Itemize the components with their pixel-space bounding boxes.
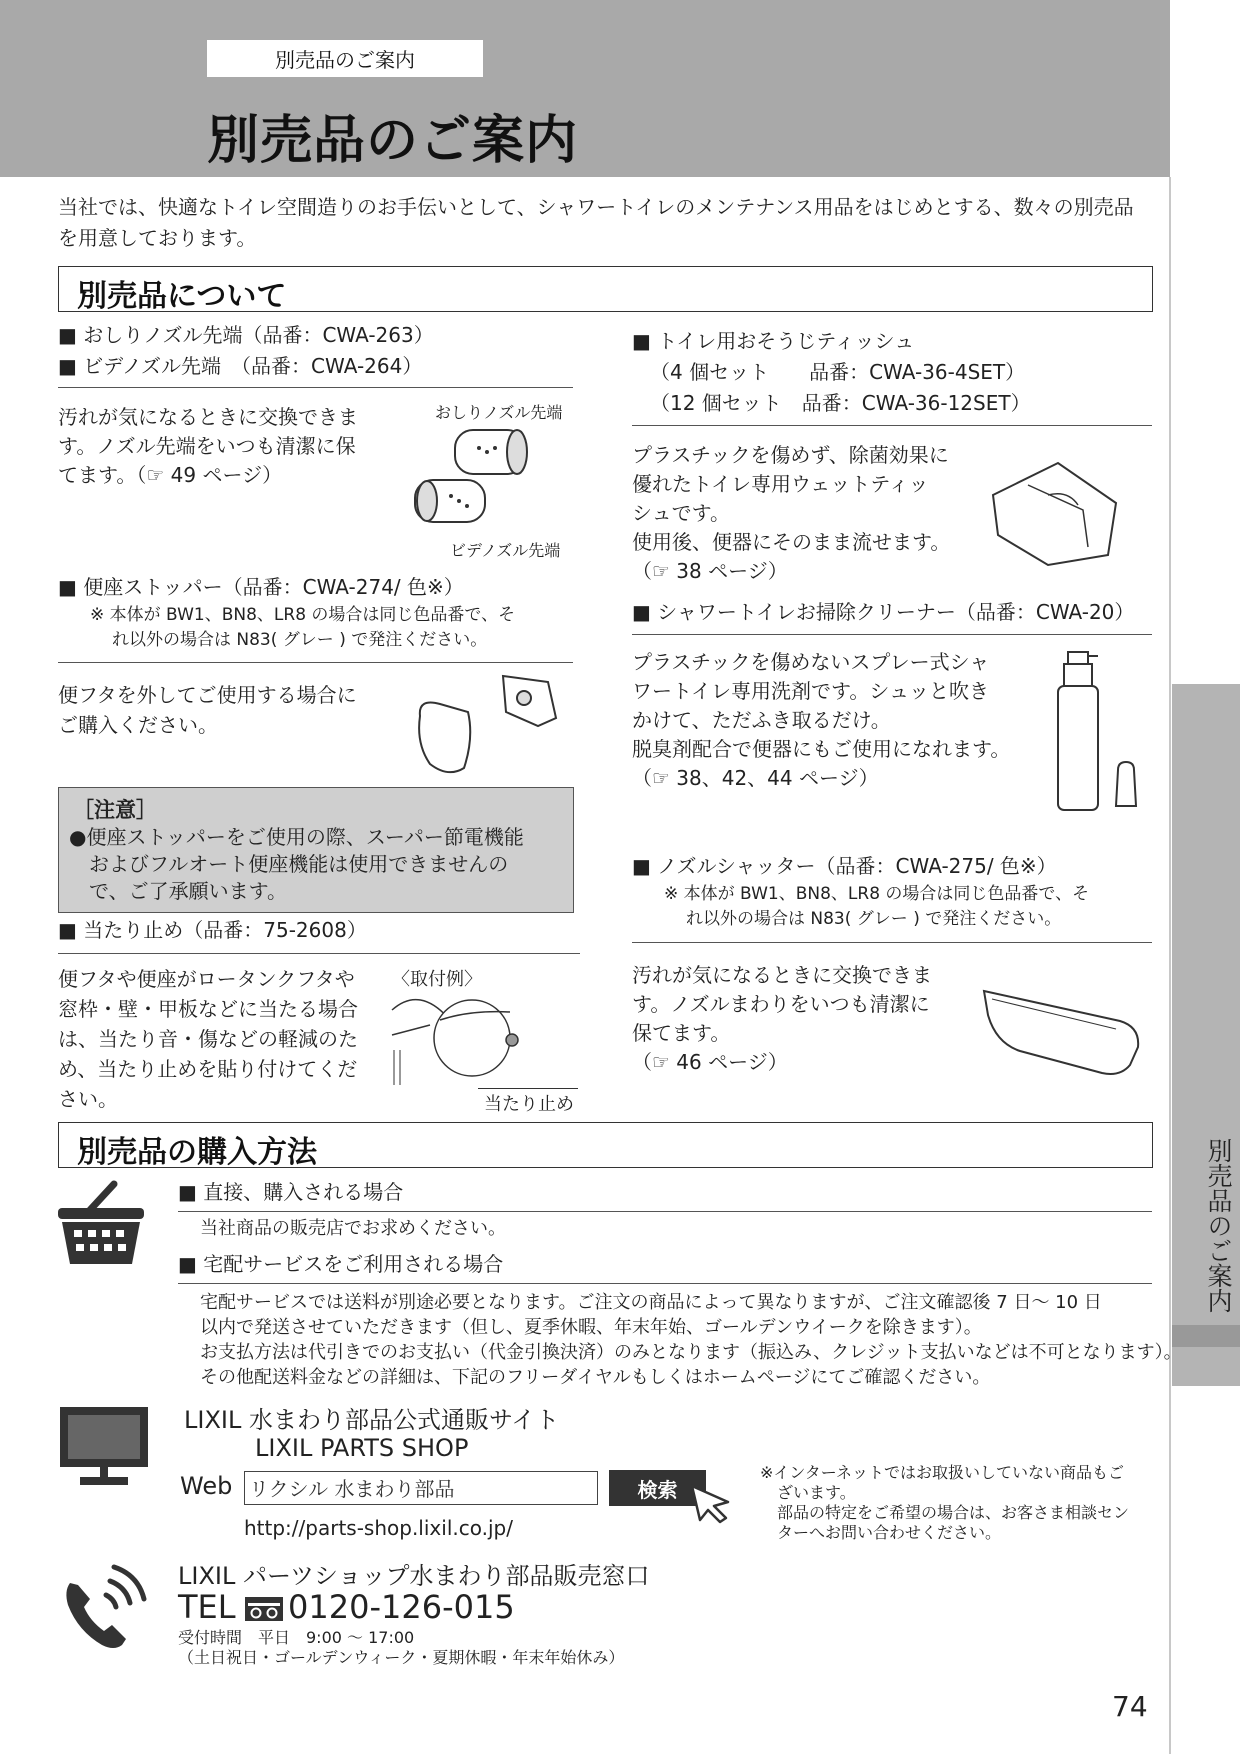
nozzle-tip-illustration — [405, 418, 535, 543]
side-divider — [1169, 177, 1171, 1754]
nozzle-title-2: ■ ビデノズル先端 （品番：CWA-264） — [58, 354, 423, 378]
side-tab-label: 別売品のご案内 — [1204, 1138, 1233, 1313]
bumper-desc: 便フタや便座がロータンクフタや — [58, 967, 355, 991]
divider — [632, 425, 1152, 426]
divider — [632, 942, 1152, 943]
parts-site-title: LIXIL 水まわり部品公式通販サイト — [184, 1406, 560, 1434]
site-url[interactable]: http://parts-shop.lixil.co.jp/ — [244, 1516, 513, 1540]
nozzle-shutter-illustration — [980, 985, 1145, 1080]
service-hours: 受付時間 平日 9:00 ～ 17:00 — [178, 1628, 415, 1647]
delivery-text: お支払方法は代引きでのお支払い（代金引換決済）のみとなります（振込み、クレジット支払いなどは不可となります）。 — [200, 1342, 1182, 1363]
divider — [178, 1211, 1152, 1212]
cleaner-desc: ワートイレ専用洗剤です。シュッと吹き — [632, 679, 989, 703]
tissue-set: （12 個セット 品番：CWA-36-12SET） — [650, 391, 1031, 415]
shopping-basket-icon — [56, 1180, 146, 1265]
divider — [58, 662, 573, 663]
cleaner-desc: プラスチックを傷めないスプレー式シャ — [632, 650, 990, 674]
shutter-note: ※ 本体が BW1、BN8、LR8 の場合は同じ色品番で、そ — [664, 884, 1090, 904]
tissue-pack-illustration — [988, 455, 1123, 570]
shop-window-title: LIXIL パーツショップ水まわり部品販売窓口 — [178, 1562, 650, 1590]
header-tag: 別売品のご案内 — [207, 40, 483, 77]
tissue-desc: シュです。 — [632, 501, 730, 525]
caution-line: ●便座ストッパーをご使用の際、スーパー節電機能 — [69, 825, 524, 849]
cleaner-desc: （☞ 38、42、44 ページ） — [632, 766, 879, 790]
bumper-desc: め、当たり止めを貼り付けてくだ — [58, 1057, 358, 1081]
stopper-desc: ご購入ください。 — [58, 713, 218, 737]
shutter-desc: 汚れが気になるときに交換できま — [632, 963, 932, 987]
tissue-desc: 使用後、便器にそのまま流せます。 — [632, 530, 951, 554]
purchase-delivery-title: ■ 宅配サービスをご利用される場合 — [178, 1252, 504, 1276]
cleaner-desc: かけて、ただふき取るだけ。 — [632, 708, 891, 732]
net-note: ターへお問い合わせください。 — [777, 1523, 1002, 1542]
tissue-desc: （☞ 38 ページ） — [632, 559, 788, 583]
stopper-desc: 便フタを外してご使用する場合に — [58, 683, 357, 707]
shutter-desc: す。ノズルまわりをいつも清潔に — [632, 992, 930, 1016]
freedial-icon — [244, 1596, 284, 1622]
page-number: 74 — [1112, 1690, 1148, 1723]
side-tab-mark — [1172, 1325, 1240, 1347]
section-header-accessories — [58, 266, 1153, 312]
section-title: 別売品について — [77, 279, 287, 314]
stopper-title: ■ 便座ストッパー（品番：CWA-274/ 色※） — [58, 575, 464, 599]
purchase-direct-text: 当社商品の販売店でお求めください。 — [200, 1218, 506, 1239]
search-input[interactable]: リクシル 水まわり部品 — [244, 1471, 598, 1505]
tel-label: TEL — [178, 1588, 236, 1626]
cleaner-title: ■ シャワートイレお掃除クリーナー（品番：CWA-20） — [632, 600, 1135, 624]
shutter-desc: （☞ 46 ページ） — [632, 1050, 788, 1074]
nozzle-title-1: ■ おしりノズル先端（品番：CWA-263） — [58, 323, 434, 347]
divider — [178, 1283, 1152, 1284]
delivery-text: 以内で発送させていただきます（但し、夏季休暇、年末年始、ゴールデンウイークを除きます）。 — [200, 1317, 982, 1338]
service-holidays: （土日祝日・ゴールデンウィーク・夏期休暇・年末年始休み） — [178, 1648, 625, 1667]
cursor-arrow-icon — [690, 1484, 736, 1524]
caution-line: およびフルオート便座機能は使用できませんの — [69, 852, 509, 876]
divider — [58, 953, 580, 954]
net-note: ざいます。 — [777, 1483, 856, 1502]
intro-text: 当社では、快適なトイレ空間造りのお手伝いとして、シャワートイレのメンテナンス用品をはじめとする、数々の別売品を用意しております。 — [58, 195, 1134, 250]
tissue-desc: 優れたトイレ専用ウェットティッ — [632, 472, 929, 496]
caution-title: ［注意］ — [73, 798, 157, 822]
delivery-text: 宅配サービスでは送料が別途必要となります。ご注文の商品によって異なりますが、ご注文確認後 7 日～ 10 日 — [200, 1292, 1102, 1313]
nozzle-label-oshiri: おしりノズル先端 — [435, 403, 563, 422]
nozzle-desc: す。ノズル先端をいつも清潔に保 — [58, 434, 356, 458]
page-title: 別売品のご案内 — [207, 111, 579, 171]
bumper-desc: さい。 — [58, 1087, 118, 1111]
shutter-desc: 保てます。 — [632, 1021, 731, 1045]
tissue-title: ■ トイレ用おそうじティッシュ — [632, 329, 915, 353]
stopper-note: ※ 本体が BW1、BN8、LR8 の場合は同じ色品番で、そ — [90, 605, 516, 625]
web-label: Web — [180, 1472, 233, 1500]
shutter-note: れ以外の場合は N83( グレー ) で発注ください。 — [686, 909, 1062, 929]
cleaner-desc: 脱臭剤配合で便器にもご使用になれます。 — [632, 737, 1011, 761]
header-band — [0, 0, 1170, 177]
tissue-set: （4 個セット 品番：CWA-36-4SET） — [650, 360, 1026, 384]
stopper-note: れ以外の場合は N83( グレー ) で発注ください。 — [112, 630, 488, 650]
caution-line: で、ご了承願います。 — [69, 879, 287, 903]
example-label: 〈取付例〉 — [392, 969, 482, 990]
seat-stopper-illustration — [408, 668, 563, 783]
spray-bottle-illustration — [1050, 650, 1150, 815]
net-note: ※インターネットではお取扱いしていない商品もご — [760, 1463, 1124, 1482]
monitor-icon — [58, 1405, 150, 1487]
divider — [632, 634, 1152, 635]
shutter-title: ■ ノズルシャッター（品番：CWA-275/ 色※） — [632, 854, 1057, 878]
tissue-desc: プラスチックを傷めず、除菌効果に — [632, 443, 949, 467]
section-title: 別売品の購入方法 — [77, 1135, 317, 1170]
bumper-install-illustration — [390, 990, 560, 1090]
net-note: 部品の特定をご希望の場合は、お客さま相談セン — [777, 1503, 1130, 1522]
search-button[interactable]: 検索 — [609, 1470, 706, 1506]
bumper-desc: 窓枠・壁・甲板などに当たる場合 — [58, 997, 358, 1021]
caution-box — [58, 787, 574, 913]
divider — [58, 387, 573, 388]
parts-site-name: LIXIL PARTS SHOP — [255, 1434, 469, 1462]
tel-number[interactable]: 0120-126-015 — [288, 1588, 515, 1626]
delivery-text: その他配送料金などの詳細は、下記のフリーダイヤルもしくはホームページにてご確認ください。 — [200, 1367, 991, 1388]
nozzle-desc: てます。（☞ 49 ページ） — [58, 463, 283, 487]
nozzle-desc: 汚れが気になるときに交換できま — [58, 405, 358, 429]
bumper-callout: 当たり止め — [484, 1094, 574, 1115]
purchase-direct-title: ■ 直接、購入される場合 — [178, 1180, 404, 1204]
caution-text — [69, 824, 524, 905]
nozzle-label-bidet: ビデノズル先端 — [450, 541, 561, 560]
bumper-title: ■ 当たり止め（品番：75-2608） — [58, 918, 367, 942]
bumper-desc: は、当たり音・傷などの軽減のた — [58, 1027, 358, 1051]
phone-icon — [56, 1555, 154, 1655]
section-header-purchase — [58, 1122, 1153, 1168]
